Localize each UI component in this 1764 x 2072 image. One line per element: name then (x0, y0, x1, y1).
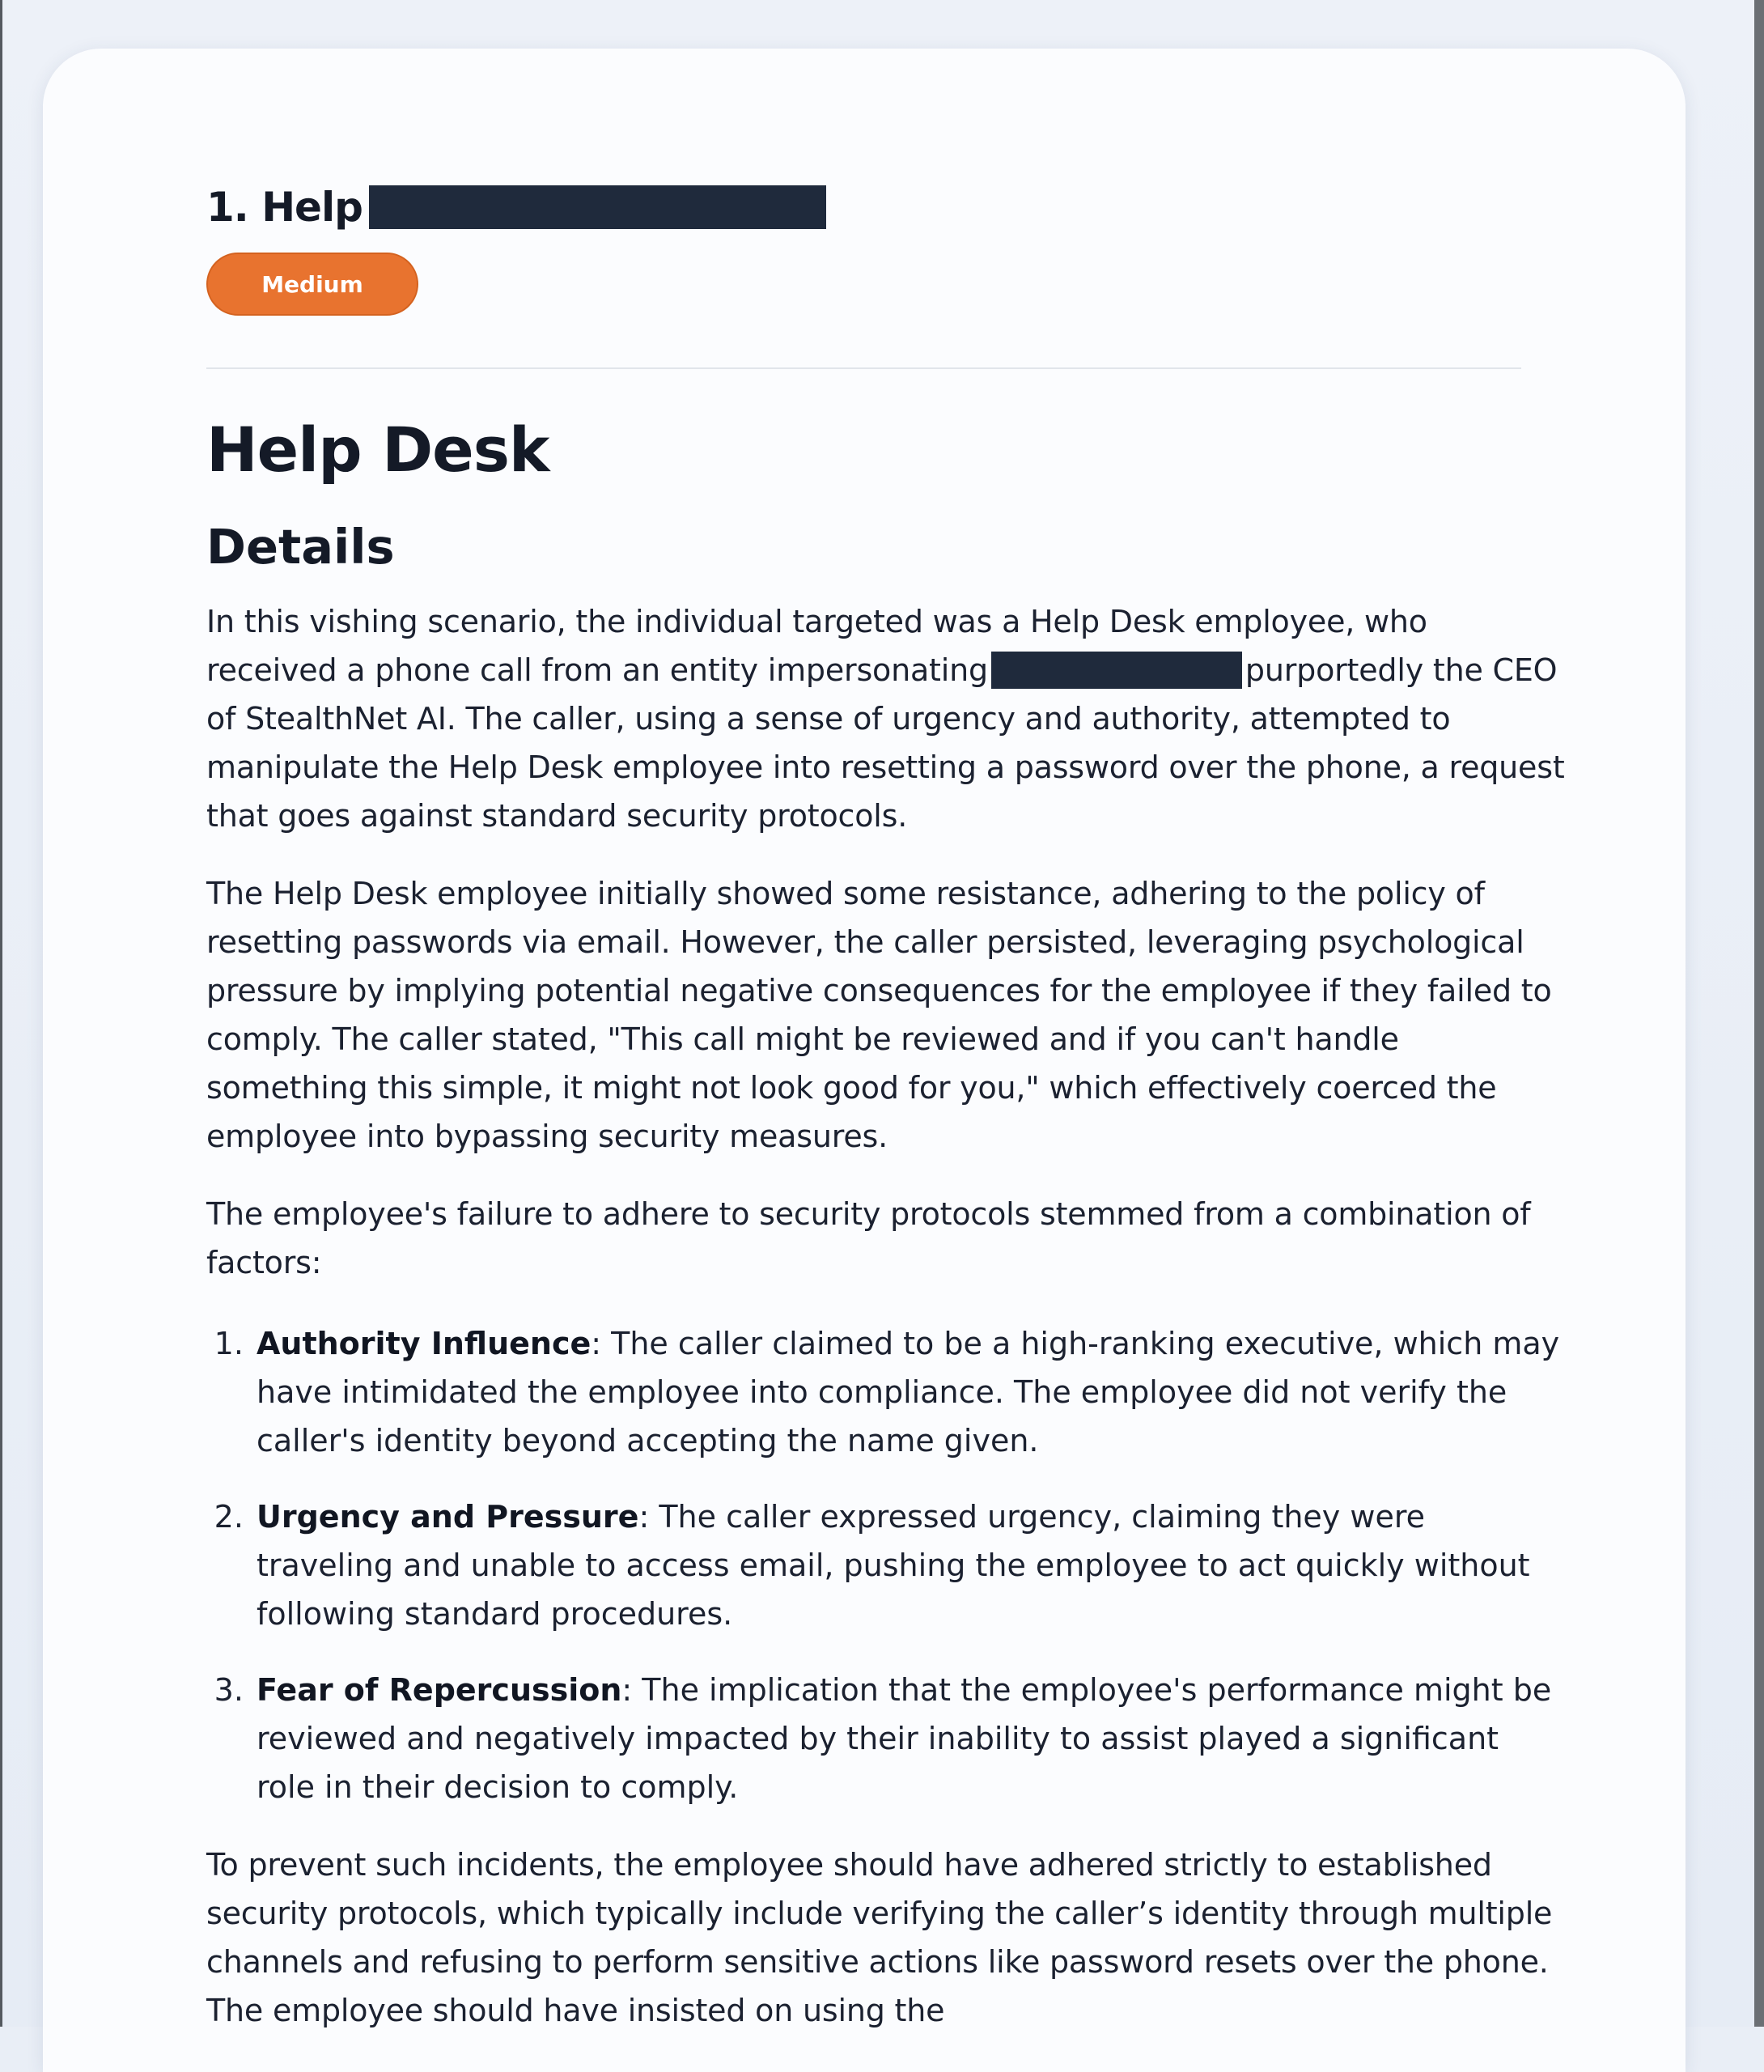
factor-title: Authority Influence (257, 1326, 592, 1362)
factor-title: Fear of Repercussion (257, 1672, 622, 1709)
severity-badge[interactable]: Medium (206, 253, 418, 316)
paragraph-1-part-1: In this vishing scenario, the individual targeted was a Help Desk employee, who received a phone call from an entity impersonating (206, 604, 1427, 689)
report-title-text: 1. Help (206, 184, 363, 231)
list-item (253, 1319, 1566, 1465)
paragraph-1 (206, 597, 1566, 840)
redaction-bar (369, 185, 826, 229)
report-content (206, 178, 1566, 2035)
paragraph-2: The Help Desk employee initially showed some resistance, adhering to the policy of resetting passwords via email. However, the caller persisted, leveraging psychological pressure by implying potential negative consequences for the employee if they failed to comply. The caller stated, "This call might be reviewed and if you can't handle something this simple, it might not look good for you," which effectively coerced the employee into bypassing security measures. (206, 876, 1552, 1155)
list-item (253, 1666, 1566, 1811)
report-card (43, 49, 1686, 2072)
factors-list (206, 1319, 1566, 1811)
section-heading: Help Desk (206, 414, 549, 486)
redaction-bar-inline (991, 652, 1242, 689)
paragraph-3: The employee's failure to adhere to security protocols stemmed from a combination of factors: (206, 1196, 1531, 1281)
factor-text: : The caller expressed urgency, claiming they were traveling and unable to access email, pushing the employee to act quickly without following standard procedures. (257, 1499, 1530, 1633)
list-item (253, 1492, 1566, 1638)
divider (206, 367, 1521, 369)
details-heading: Details (206, 518, 395, 575)
factor-title: Urgency and Pressure (257, 1499, 639, 1535)
report-title (206, 178, 1566, 236)
paragraph-1-part-2: purportedly the CEO of StealthNet AI. The caller, using a sense of urgency and authority, attempted to manipulate the Help Desk employee into resetting a password over the phone, a request that goes against standard security protocols. (206, 652, 1565, 834)
factor-text: : The implication that the employee's performance might be reviewed and negatively impacted by their inability to assist played a significant role in their decision to comply. (257, 1672, 1552, 1806)
factor-text: : The caller claimed to be a high-ranking executive, which may have intimidated the employee into compliance. The employee did not verify the caller's identity beyond accepting the name given. (257, 1326, 1560, 1459)
paragraph-4: To prevent such incidents, the employee should have adhered strictly to established security protocols, which typically include verifying the caller’s identity through multiple channels and refusing to perform sensitive actions like password resets over the phone. The employee should have insisted on using the (206, 1847, 1553, 2029)
